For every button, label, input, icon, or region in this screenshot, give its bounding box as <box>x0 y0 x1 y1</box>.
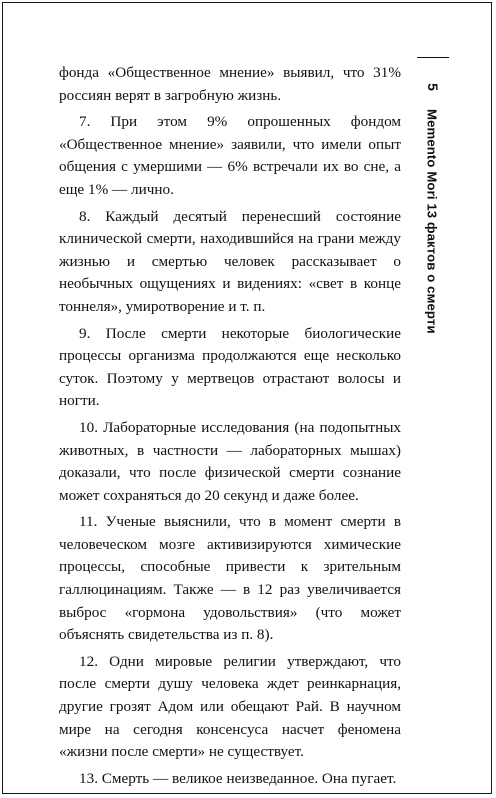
paragraph-fact-12: 12. Одни мировые религии утверждают, что после смерти душу человека ждет реинкарнация, другие грозят Адом или обещают Рай. В научном мире на сегодня консенсуса насчет феномена «жизни после смерти» не существует. <box>59 652 401 761</box>
paragraph-continued: фонда «Общественное мнение» выявил, что 31% россиян верят в загробную жизнь. <box>59 64 401 104</box>
book-page <box>2 2 492 794</box>
paragraph-fact-10: 10. Лабораторные исследования (на подопытных животных, в частности — лабораторных мышах) доказали, что после физической смерти сознание может сохраняться до 20 секунд и даже более. <box>59 418 401 504</box>
paragraph-fact-7: 7. При этом 9% опрошенных фондом «Общественное мнение» заявили, что имели опыт общения с умершими — 6% встречали их во сне, а еще 1% — лично. <box>59 113 401 198</box>
paragraph-fact-13: 13. Смерть — великое неизведанное. Она пугает. <box>79 769 397 787</box>
paragraph-fact-8: 8. Каждый десятый перенесший состояние клинической смерти, находившийся на грани между жизнью и смертью человек рассказывает о необычных ощущениях и видениях: «свет в конце тоннеля», умиротворение и т. п. <box>59 207 401 315</box>
paragraph-fact-11: 11. Ученые выяснили, что в момент смерти в человеческом мозге активизируются химические процессы, способные привести к зрительным галлюцинациям. Также — в 12 раз увеличивается выброс «гормона удовольствия» (что может объяснять свидетельства из п. 8). <box>59 513 401 644</box>
side-rule-divider <box>417 57 449 58</box>
running-head-text: Memento Mori 13 фактов о смерти <box>424 109 440 334</box>
body-text <box>59 62 401 794</box>
page-number-text: 5 <box>424 83 441 91</box>
paragraph-fact-9: 9. После смерти некоторые биологические процессы организма продолжаются еще несколько суток. Поэтому у мертвецов отрастают волосы и ногти. <box>59 324 401 410</box>
page-number <box>417 75 449 99</box>
